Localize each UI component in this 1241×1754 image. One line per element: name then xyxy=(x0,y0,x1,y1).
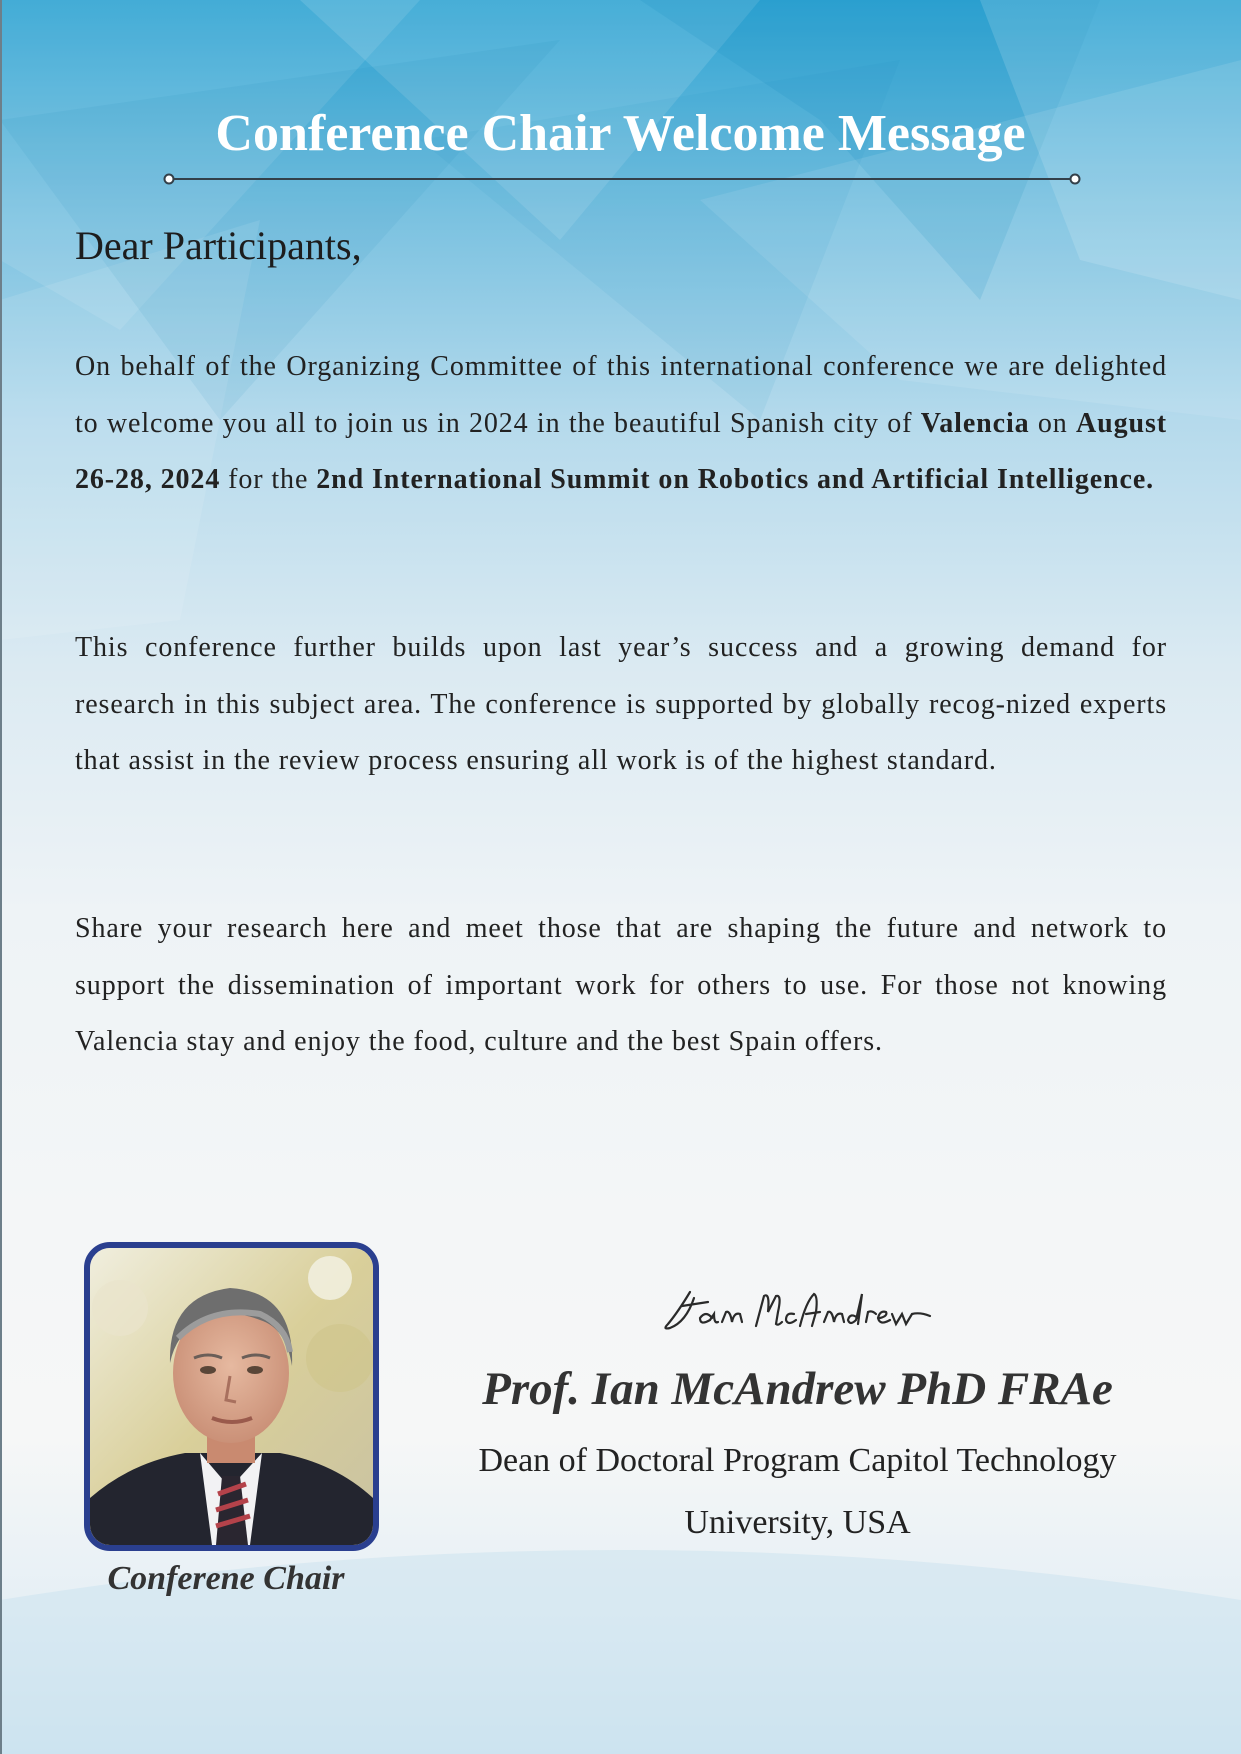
intro-text-2: on xyxy=(1029,407,1076,439)
salutation: Dear Participants, xyxy=(75,223,362,268)
intro-text-3: for the xyxy=(220,464,317,495)
signature-icon xyxy=(660,1282,936,1338)
left-border xyxy=(0,0,2,1754)
chair-portrait xyxy=(90,1248,373,1545)
intro-event-name: 2nd International Summit on Robotics and Artificial Intelligence. xyxy=(316,464,1155,495)
chair-caption: Conferene Chair xyxy=(107,1560,345,1597)
intro-city: Valencia xyxy=(920,407,1030,439)
intro-dates: August 26-28, 2024 xyxy=(75,407,1167,495)
title-divider xyxy=(162,172,1082,186)
paragraph-invitation: Share your research here and meet those that are shaping the future and network to support the dissemination of important work for others to use. For those not knowing Valencia stay and enjoy the food, culture and the best Spain offers. xyxy=(75,913,1167,1057)
page-title: Conference Chair Welcome Message xyxy=(215,105,1026,162)
paragraph-conference: This conference further builds upon last year’s success and a growing demand for research in this subject area. The conference is supported by globally recog-nized experts that assist in the review process ensuring all work is of the highest standard. xyxy=(75,632,1167,776)
chair-name: Prof. Ian McAndrew PhD FRAe xyxy=(482,1363,1113,1415)
signature-text xyxy=(660,1282,666,1283)
intro-text-1: On behalf of the Organizing Committee of this international conference we are delighted to welcome you all to join us in 2024 in the beautiful Spanish city of xyxy=(75,351,1167,439)
signature xyxy=(660,1282,936,1338)
chair-photo xyxy=(84,1242,379,1551)
chair-affiliation: Dean of Doctoral Program Capitol Technology University, USA xyxy=(478,1442,1117,1541)
paragraph-intro xyxy=(75,339,1167,509)
